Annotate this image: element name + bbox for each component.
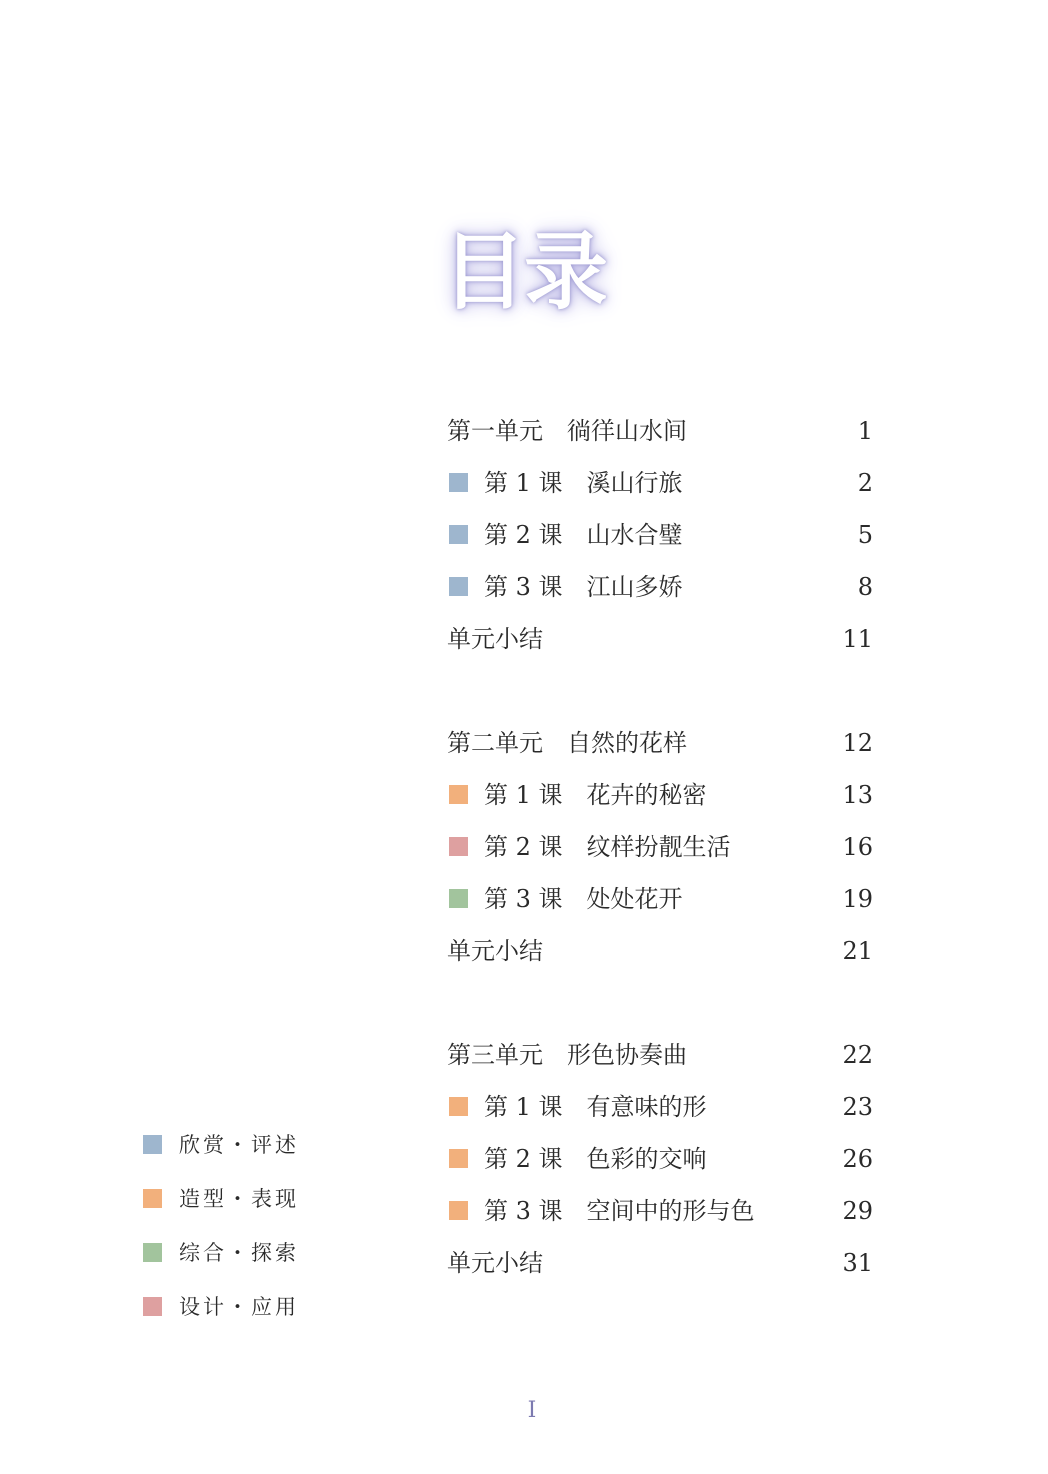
category-swatch: [449, 473, 468, 492]
unit-summary-label: 单元小结: [447, 937, 543, 965]
category-swatch: [449, 837, 468, 856]
unit-summary-label: 单元小结: [447, 625, 543, 653]
unit-summary-page: 11: [842, 625, 873, 653]
table-of-contents: [447, 405, 873, 1341]
unit-1: [447, 405, 873, 665]
lesson-item[interactable]: [447, 457, 873, 509]
lesson-label: 第 1 课 有意味的形: [484, 1093, 707, 1121]
lesson-item[interactable]: [447, 1133, 873, 1185]
unit-summary-page: 31: [842, 1249, 873, 1277]
legend-label: 欣赏・评述: [179, 1133, 299, 1157]
lesson-item[interactable]: [447, 821, 873, 873]
legend-swatch: [143, 1189, 162, 1208]
unit-summary-label: 单元小结: [447, 1249, 543, 1277]
unit-heading[interactable]: [447, 1029, 873, 1081]
lesson-page: 13: [842, 781, 873, 809]
unit-summary[interactable]: [447, 1237, 873, 1289]
legend-label: 设计・应用: [179, 1295, 299, 1319]
category-swatch: [449, 785, 468, 804]
lesson-item[interactable]: [447, 509, 873, 561]
lesson-item[interactable]: [447, 1185, 873, 1237]
unit-heading-label: 第二单元 自然的花样: [447, 729, 687, 757]
unit-2: [447, 717, 873, 977]
category-swatch: [449, 1201, 468, 1220]
lesson-item[interactable]: [447, 769, 873, 821]
lesson-page: 16: [842, 833, 873, 861]
lesson-label: 第 2 课 色彩的交响: [484, 1145, 707, 1173]
lesson-item[interactable]: [447, 561, 873, 613]
lesson-label: 第 3 课 处处花开: [484, 885, 683, 913]
unit-heading-page: 22: [842, 1041, 873, 1069]
category-swatch: [449, 1149, 468, 1168]
unit-heading[interactable]: [447, 717, 873, 769]
lesson-page: 2: [857, 469, 873, 497]
unit-summary-page: 21: [842, 937, 873, 965]
unit-heading-page: 1: [857, 417, 873, 445]
legend-swatch: [143, 1243, 162, 1262]
lesson-label: 第 2 课 山水合璧: [484, 521, 683, 549]
lesson-page: 8: [857, 573, 873, 601]
lesson-item[interactable]: [447, 873, 873, 925]
unit-summary[interactable]: [447, 925, 873, 977]
lesson-label: 第 1 课 溪山行旅: [484, 469, 683, 497]
unit-heading-page: 12: [842, 729, 873, 757]
lesson-label: 第 2 课 纹样扮靓生活: [484, 833, 731, 861]
lesson-label: 第 1 课 花卉的秘密: [484, 781, 707, 809]
unit-heading-label: 第三单元 形色协奏曲: [447, 1041, 687, 1069]
lesson-item[interactable]: [447, 1081, 873, 1133]
category-swatch: [449, 1097, 468, 1116]
lesson-page: 23: [842, 1093, 873, 1121]
legend-swatch: [143, 1297, 162, 1316]
category-swatch: [449, 889, 468, 908]
lesson-page: 29: [842, 1197, 873, 1225]
unit-heading[interactable]: [447, 405, 873, 457]
lesson-page: 19: [842, 885, 873, 913]
page-title: 目录: [441, 223, 606, 321]
lesson-page: 26: [842, 1145, 873, 1173]
unit-heading-label: 第一单元 徜徉山水间: [447, 417, 687, 445]
legend-label: 综合・探索: [179, 1241, 299, 1265]
lesson-page: 5: [857, 521, 873, 549]
unit-summary[interactable]: [447, 613, 873, 665]
category-swatch: [449, 577, 468, 596]
page-number: I: [527, 1398, 537, 1423]
legend-label: 造型・表现: [179, 1187, 299, 1211]
legend-swatch: [143, 1135, 162, 1154]
lesson-label: 第 3 课 空间中的形与色: [484, 1197, 755, 1225]
unit-3: [447, 1029, 873, 1289]
category-swatch: [449, 525, 468, 544]
lesson-label: 第 3 课 江山多娇: [484, 573, 683, 601]
